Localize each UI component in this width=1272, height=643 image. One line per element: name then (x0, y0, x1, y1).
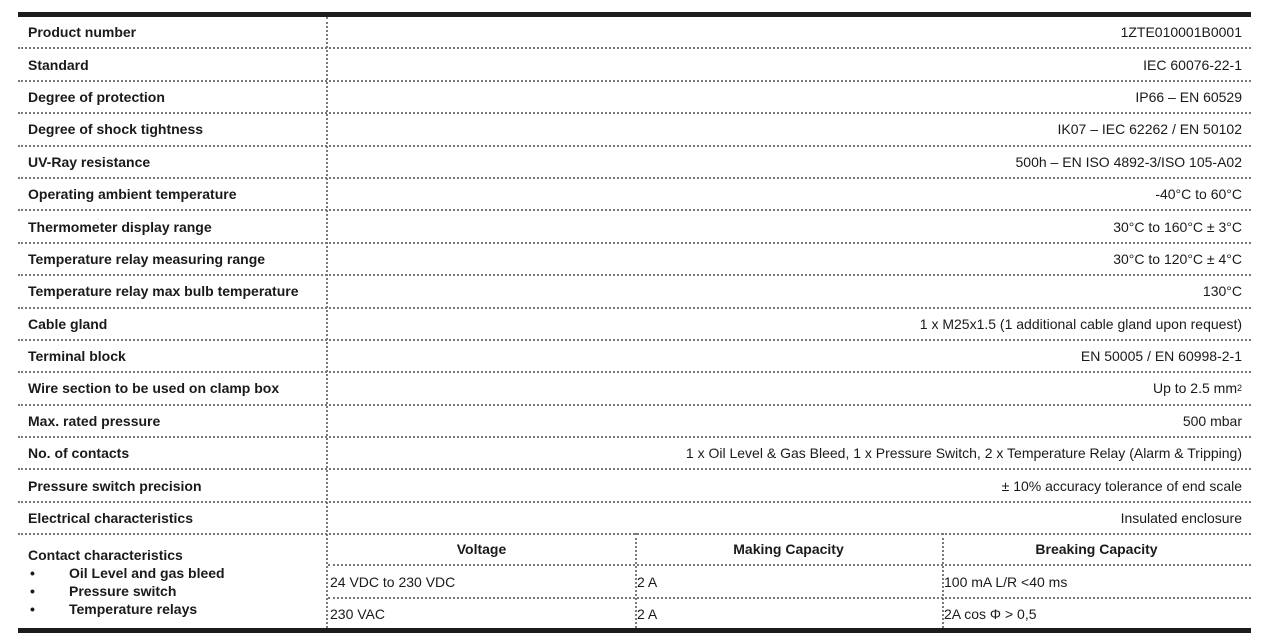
table-row (18, 17, 1251, 49)
table-row (328, 566, 1251, 599)
bullet-icon: • (30, 583, 35, 599)
row-label: Electrical characteristics (28, 510, 193, 527)
label-value-divider (326, 17, 328, 628)
row-value: -40°C to 60°C (1155, 186, 1242, 203)
table-row (18, 179, 1251, 211)
row-label: Wire section to be used on clamp box (28, 380, 280, 397)
row-value: 30°C to 120°C ± 4°C (1113, 250, 1242, 267)
row-value: IP66 – EN 60529 (1135, 88, 1242, 105)
row-label: Degree of shock tightness (28, 121, 204, 138)
table-row (18, 503, 1251, 535)
breaking-capacity-cell: 100 mA L/R <40 ms (944, 573, 1068, 590)
row-label: Thermometer display range (28, 218, 212, 235)
row-value: IEC 60076-22-1 (1143, 56, 1242, 73)
contact-characteristics-block (18, 533, 1251, 628)
row-label: Terminal block (28, 348, 126, 365)
subtable-header-row (328, 533, 1251, 566)
table-row (18, 82, 1251, 114)
row-label: Temperature relay measuring range (28, 250, 266, 267)
table-row (18, 341, 1251, 373)
column-header-voltage: Voltage (456, 540, 507, 557)
row-label: Standard (28, 56, 89, 73)
spec-table (18, 12, 1251, 622)
list-item (28, 600, 225, 618)
table-row (18, 438, 1251, 470)
contact-subtable (328, 533, 1251, 628)
list-item-label: Pressure switch (69, 583, 177, 599)
column-header-making-capacity: Making Capacity (733, 540, 844, 557)
row-value: 1ZTE010001B0001 (1120, 24, 1242, 41)
table-row (18, 470, 1251, 502)
table-row (18, 309, 1251, 341)
list-item-label: Oil Level and gas bleed (69, 565, 225, 581)
table-row (18, 244, 1251, 276)
table-row (18, 211, 1251, 243)
contact-list (28, 564, 225, 618)
making-capacity-cell: 2 A (637, 605, 658, 622)
table-row (18, 114, 1251, 146)
column-divider (942, 533, 944, 628)
breaking-capacity-cell: 2A cos Φ > 0,5 (944, 605, 1037, 622)
list-item-label: Temperature relays (69, 601, 198, 617)
table-row (18, 49, 1251, 81)
table-row (18, 373, 1251, 405)
making-capacity-cell: 2 A (637, 573, 658, 590)
voltage-cell: 230 VAC (330, 605, 385, 622)
table-row (328, 599, 1251, 628)
row-value: IK07 – IEC 62262 / EN 50102 (1057, 121, 1242, 138)
table-row (18, 276, 1251, 308)
row-label: Degree of protection (28, 88, 165, 105)
row-label: Max. rated pressure (28, 412, 161, 429)
row-label: Product number (28, 24, 137, 41)
column-divider (635, 533, 637, 628)
list-item (28, 564, 225, 582)
row-value: 1 x Oil Level & Gas Bleed, 1 x Pressure Switch, 2 x Temperature Relay (Alarm & Tripping) (685, 445, 1242, 462)
row-value: 500 mbar (1182, 412, 1242, 429)
row-value: Insulated enclosure (1120, 510, 1242, 527)
row-value: ± 10% accuracy tolerance of end scale (1001, 477, 1242, 494)
row-label: Operating ambient temperature (28, 186, 237, 203)
table-bottom-rule (18, 628, 1251, 633)
row-value: 130°C (1202, 283, 1242, 300)
column-header-breaking-capacity: Breaking Capacity (1035, 540, 1158, 557)
voltage-cell: 24 VDC to 230 VDC (330, 573, 456, 590)
row-value-text: Up to 2.5 mm (1152, 380, 1237, 397)
row-value: 500h – EN ISO 4892-3/ISO 105-A02 (1015, 153, 1242, 170)
table-row (18, 147, 1251, 179)
row-value: EN 50005 / EN 60998-2-1 (1080, 348, 1242, 365)
bullet-icon: • (30, 565, 35, 581)
row-label: Temperature relay max bulb temperature (28, 283, 299, 300)
bullet-icon: • (30, 601, 35, 617)
row-label: Pressure switch precision (28, 477, 202, 494)
list-item (28, 582, 225, 600)
row-value: 30°C to 160°C ± 3°C (1113, 218, 1242, 235)
row-value: Up to 2.5 mm 2 (1152, 380, 1242, 397)
row-label: Cable gland (28, 315, 108, 332)
row-label: UV-Ray resistance (28, 153, 151, 170)
contact-characteristics-label: Contact characteristics (28, 547, 183, 563)
row-label: No. of contacts (28, 445, 130, 462)
table-row (18, 406, 1251, 438)
row-value: 1 x M25x1.5 (1 additional cable gland upon request) (919, 315, 1242, 332)
